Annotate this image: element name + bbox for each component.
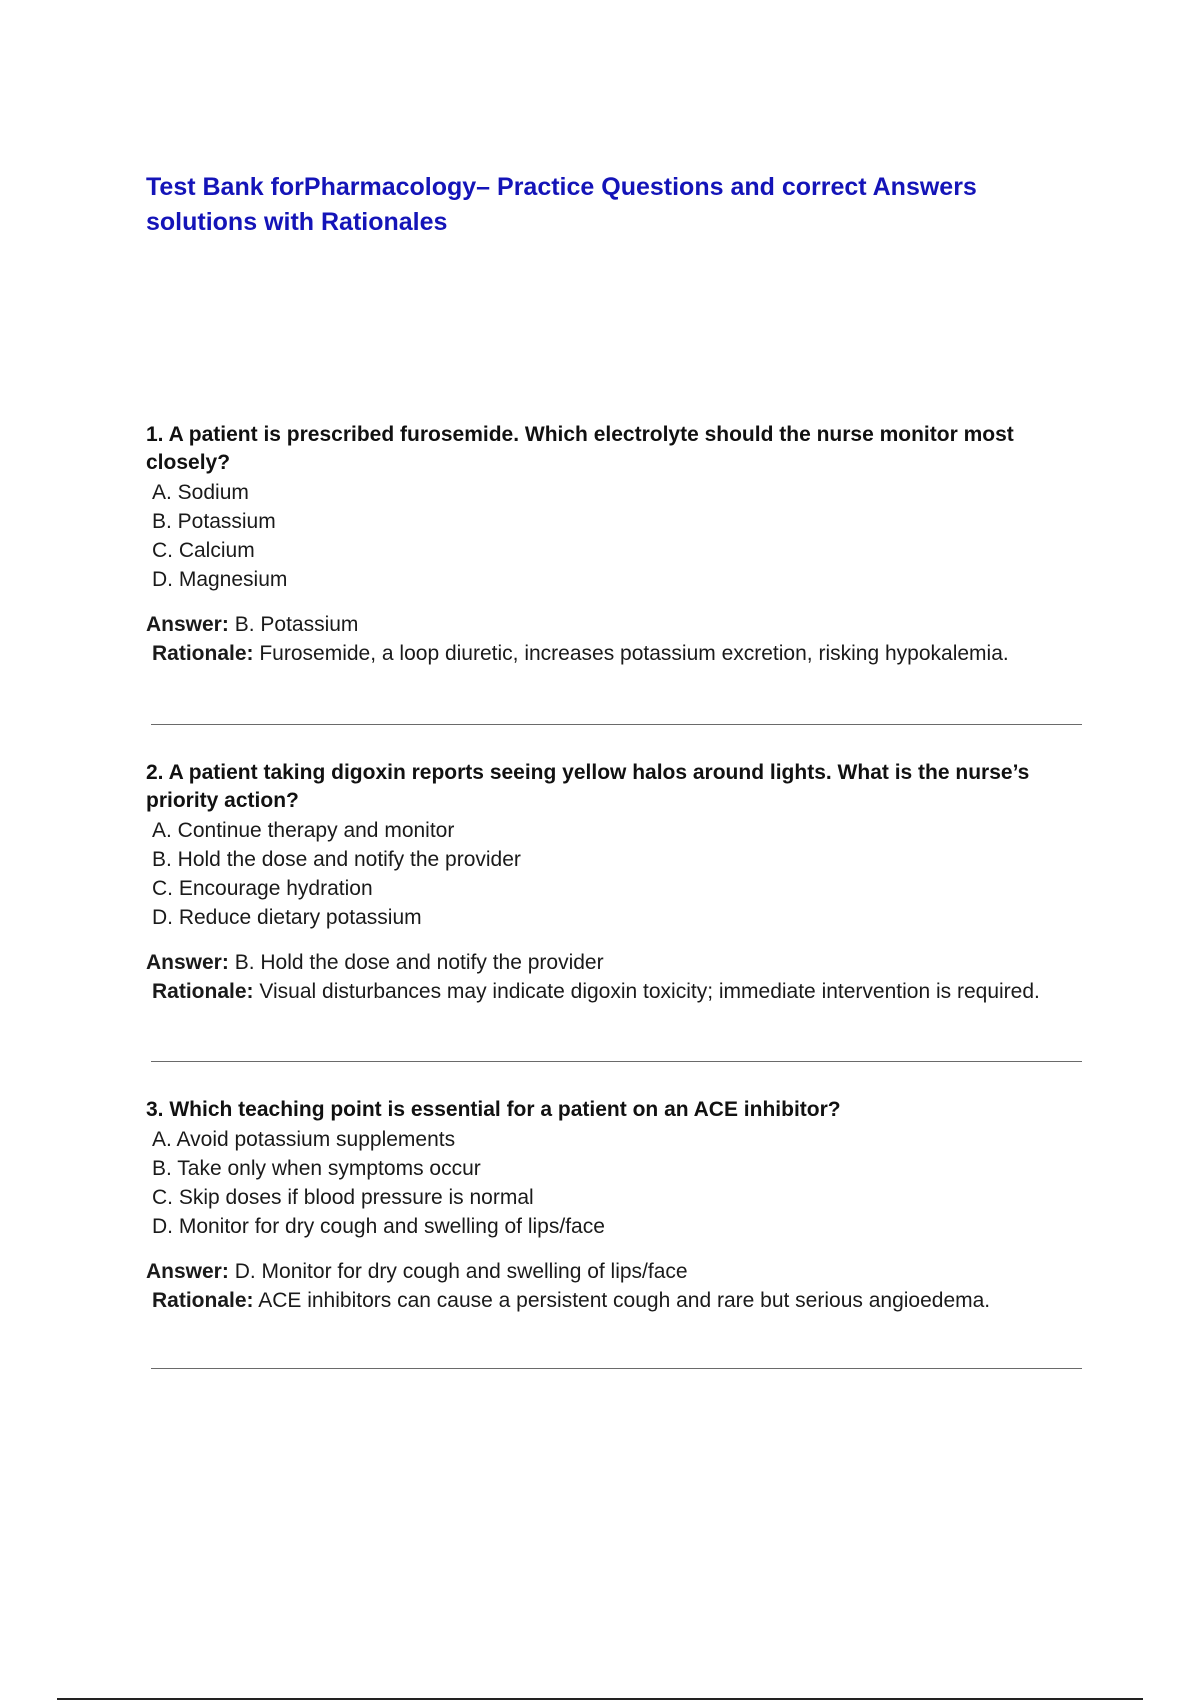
rationale-label: Rationale: (152, 642, 254, 665)
question-1-stem: 1. A patient is prescribed furosemide. Which electrolyte should the nurse monitor most closely? (146, 423, 1014, 474)
question-2-answer (146, 948, 1086, 977)
answer-text: D. Monitor for dry cough and swelling of lips/face (234, 1260, 688, 1283)
question-3 (146, 1096, 1086, 1315)
question-3-rationale (146, 1286, 1086, 1315)
question-2-rationale (146, 977, 1086, 1006)
rationale-label: Rationale: (152, 980, 254, 1003)
rationale-label: Rationale: (152, 1289, 254, 1312)
option-a: A. Continue therapy and monitor (152, 819, 455, 842)
option-a: A. Avoid potassium supplements (152, 1128, 456, 1151)
option-d: D. Monitor for dry cough and swelling of lips/face (152, 1215, 605, 1238)
question-1 (146, 421, 1086, 668)
rationale-text: Visual disturbances may indicate digoxin toxicity; immediate intervention is required. (259, 980, 1040, 1003)
option-b: B. Potassium (152, 510, 276, 533)
answer-text: B. Potassium (234, 613, 359, 636)
question-1-options (146, 478, 1086, 594)
question-divider (151, 1368, 1082, 1369)
option-d: D. Magnesium (152, 568, 288, 591)
option-a: A. Sodium (152, 481, 249, 504)
option-c: C. Encourage hydration (152, 877, 373, 900)
answer-text: B. Hold the dose and notify the provider (234, 951, 604, 974)
option-b: B. Take only when symptoms occur (152, 1157, 481, 1180)
rationale-text: ACE inhibitors can cause a persistent cough and rare but serious angioedema. (258, 1289, 991, 1312)
answer-label: Answer: (146, 613, 229, 636)
question-divider (151, 724, 1082, 725)
question-1-answer (146, 610, 1086, 639)
question-2-options (146, 816, 1086, 932)
question-1-rationale (146, 639, 1086, 668)
option-b: B. Hold the dose and notify the provider (152, 848, 521, 871)
question-2 (146, 759, 1086, 1006)
question-divider (151, 1061, 1082, 1062)
question-2-stem: 2. A patient taking digoxin reports seeing yellow halos around lights. What is the nurse’s priority action? (146, 761, 1030, 812)
rationale-text: Furosemide, a loop diuretic, increases potassium excretion, risking hypokalemia. (259, 642, 1009, 665)
answer-label: Answer: (146, 951, 229, 974)
page-title: Test Bank forPharmacology– Practice Questions and correct Answers solutions with Rationales (146, 173, 977, 236)
option-c: C. Calcium (152, 539, 255, 562)
option-c: C. Skip doses if blood pressure is normal (152, 1186, 534, 1209)
answer-label: Answer: (146, 1260, 229, 1283)
option-d: D. Reduce dietary potassium (152, 906, 422, 929)
question-3-answer (146, 1257, 1086, 1286)
question-3-stem: 3. Which teaching point is essential for a patient on an ACE inhibitor? (146, 1098, 841, 1121)
question-3-options (146, 1125, 1086, 1241)
